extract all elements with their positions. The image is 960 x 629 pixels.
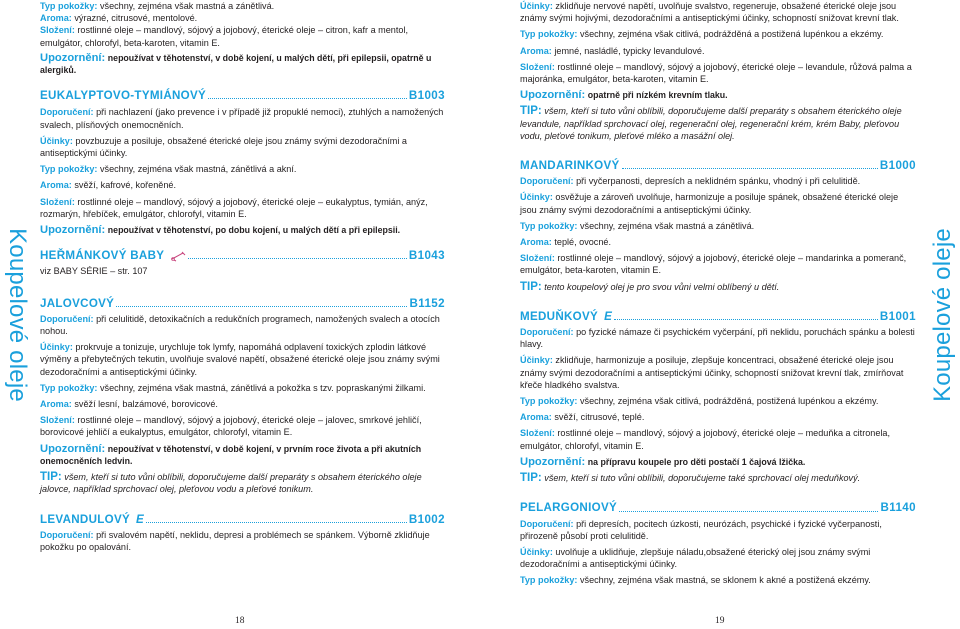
product-heading[interactable] bbox=[520, 311, 916, 323]
product-levandulovy: LEVANDULOVÝ E B1002 Doporučení: při svalovém napětí, neklidu, depresi a problémech se spánkem. Výborně zklidňuje pokožku po opalování. bbox=[40, 512, 445, 552]
product-code: B1152 bbox=[409, 296, 445, 310]
section-citrus-top: Typ pokožky: všechny, zejména však mastná a zánětlivá. Aroma: výrazné, citrusové, mentolové. Složení: rostlinné oleje – mandlový, sójový a jojobový, éterické oleje – citron, kafr a mentol, emulgátor, chlorofyl, beta-karoten, vitamin E. Upozornění: nepoužívat v těhotenství, v době kojení, u malých dětí, při epilepsii, opatrně u alergiků. bbox=[40, 1, 432, 76]
side-title-right bbox=[928, 0, 958, 629]
product-name: MANDARINKOVÝ bbox=[520, 159, 620, 173]
upozorneni-text: nepoužívat v těhotenství, v době kojení, u malých dětí, při epilepsii, opatrně u alergiků. bbox=[40, 52, 432, 76]
product-name: HEŘMÁNKOVÝ BABY bbox=[40, 249, 165, 263]
product-name: PELARGONIOVÝ bbox=[520, 501, 618, 515]
product-heading[interactable] bbox=[520, 160, 916, 172]
product-heading[interactable] bbox=[40, 90, 445, 102]
product-eukalyptovo: EUKALYPTOVO-TYMIÁNOVÝ B1003 Doporučení: při nachlazení (jako prevence i v případě již propuklé nemoci), ztuhlých a namožených svalech, plísňových onemocněních. Účinky: povzbuzuje a posiluje, obsažené éterické oleje jsou známy svými dezodoračními a antiseptickými účinky. Typ pokožky: všechny, zejména však mastná, zánětlivá a akní. Aroma: svěží, kafrové, kořeněné. Složení: rostlinné oleje – mandlový, sójový a jojobový, éterické oleje – eukalyptus, tymián, anýz, rozmarýn, hřebíček, emulgátor, chlorofyl, vitamin E. Upozornění: nepoužívat v těhotenství, po dobu kojení, u malých dětí a při epilepsii. bbox=[40, 89, 445, 237]
product-name: EUKALYPTOVO-TYMIÁNOVÝ bbox=[40, 89, 207, 103]
left-column bbox=[40, 0, 445, 553]
product-code: B1043 bbox=[408, 249, 445, 263]
baby-series-note: viz BABY SÉRIE – str. 107 bbox=[40, 266, 148, 277]
product-code: B1001 bbox=[879, 309, 916, 323]
side-title-right-text: Koupelové oleje bbox=[929, 227, 956, 402]
page-number-left: 18 bbox=[235, 616, 245, 626]
product-medunkovy: MEDUŇKOVÝ E B1001 Doporučení: po fyzické námaze či psychickém vyčerpání, při neklidu, poruchách spánku a bolesti hlavy. Účinky: zklidňuje, harmonizuje a posiluje, zlepšuje koncentraci, obsažené éterické oleje jsou známy svými dezodoračními a antiseptickými účinky, schopností snižovat krevní tlak, zmírňovat křeče hladkého svalstva. Typ pokožky: všechny, zejména však citlivá, podrážděná, postižená lupénkou a ekzémy. Aroma: svěží, citrusové, teplé. Složení: rostlinné oleje – mandlový, sójový a jojobový, éterické oleje – meduňka a citronela, emulgátor, chlorofyl, vitamin E. Upozornění: na přípravu koupele pro děti postačí 1 čajová lžička. TIP: všem, kteří si tuto vůni oblíbili, doporučujeme také sprchovací olej meduňkový. bbox=[520, 309, 916, 485]
aroma-text: výrazné, citrusové, mentolové. bbox=[74, 13, 198, 24]
product-name: LEVANDULOVÝ bbox=[40, 512, 131, 526]
product-heading[interactable] bbox=[40, 250, 445, 262]
right-column bbox=[520, 0, 916, 587]
product-name: MEDUŇKOVÝ bbox=[520, 309, 599, 323]
product-heading[interactable] bbox=[40, 514, 445, 526]
product-heading[interactable] bbox=[520, 502, 916, 514]
product-name: JALOVCOVÝ bbox=[40, 296, 115, 310]
typ-text: všechny, zejména však mastná a zánětlivá. bbox=[99, 1, 275, 11]
product-code: B1002 bbox=[408, 512, 445, 526]
product-code: B1140 bbox=[880, 501, 916, 515]
page-number-right: 19 bbox=[715, 616, 725, 626]
product-jalovcovy: JALOVCOVÝ B1152 Doporučení: při celulitidě, detoxikačních a redukčních programech, namožených svalech a otocích nohou. Účinky: prokrvuje a tonizuje, urychluje tok lymfy, napomáhá odplavení toxických zplodin látkové výměny a přebytečných tekutin, uvolňuje svalové napětí, obsažené éterické oleje jsou známy svými dezodoračními a antiseptickými účinky. Typ pokožky: všechny, zejména však mastná, zánětlivá a pokožka s tzv. popraskanými žilkami. Aroma: svěží lesní, balzámové, borovicové. Složení: rostlinné oleje – mandlový, sójový a jojobový, éterické oleje – jalovec, smrkové jehličí, borovicové jehličí a eukalyptus, emulgátor, chlorofyl, vitamin E. Upozornění: nepoužívat v těhotenství, v době kojení, v prvním roce života a při akutních onemocněních ledvin. TIP: všem, kteří si tuto vůni oblíbili, doporučujeme další preparáty s obsahem éterického oleje jalovce, například sprchovací olej, pleťovou vodu a pleťové tonikum. bbox=[40, 296, 445, 495]
e-mark: E bbox=[136, 512, 145, 526]
product-code: B1000 bbox=[879, 159, 916, 173]
slozeni-text: rostlinné oleje – mandlový, sójový a jojobový, éterické oleje – citron, kafr a mentol, emulgátor, chlorofyl, beta-karoten, vitamin E. bbox=[40, 25, 408, 48]
product-hermankovy bbox=[40, 250, 445, 277]
product-pelargoniovy: PELARGONIOVÝ B1140 Doporučení: při depresích, pocitech úzkosti, neurózách, psychické i fyzické vyčerpanosti, přirozeně působí proti celulitidě. Účinky: uvolňuje a uklidňuje, zlepšuje náladu,obsažené éterický olej jsou známy svými dezodoračními a antiseptickými účinky. Typ pokožky: všechny, zejména však mastná, se sklonem k akné a postižená ekzémy. bbox=[520, 501, 916, 586]
product-mandarinkovy: MANDARINKOVÝ B1000 Doporučení: při vyčerpanosti, depresích a neklidném spánku, vhodný i při celulitidě. Účinky: osvěžuje a zároveň uvolňuje, harmonizuje a posiluje spánek, obsažené éterické oleje jsou známy svými dezodoračními a antiseptickými účinky. Typ pokožky: všechny, zejména však mastná a zánětlivá. Aroma: teplé, ovocné. Složení: rostlinné oleje – mandlový, sójový a jojobový, éterické oleje – mandarinka a pomeranč, emulgátor, beta-karoten, vitamin E. TIP: tento koupelový olej je pro svou vůni velmi oblíbený u dětí. bbox=[520, 159, 916, 293]
product-heading[interactable] bbox=[40, 298, 445, 310]
side-title-left-text: Koupelové oleje bbox=[4, 227, 31, 402]
e-mark: E bbox=[604, 309, 613, 323]
product-code: B1003 bbox=[408, 89, 445, 103]
section-levandule-continued: Účinky: zklidňuje nervové napětí, uvolňuje svalstvo, regeneruje, obsažené éterické oleje jsou známy svými hojivými, dezodoračními a antiseptickými účinky, schopností snižovat krevní tlak. Typ pokožky: všechny, zejména však citlivá, podrážděná a postižená lupénkou a ekzémy. Aroma: jemné, nasládlé, typicky levandulové. Složení: rostlinné oleje – mandlový, sójový a jojobový, éterické oleje – levandule, růžová palma a majoránka, emulgátor, beta-karoten, vitamin E. Upozornění: opatrně při nízkém krevním tlaku. TIP: všem, kteří si tuto vůni oblíbili, doporučujeme další preparáty s obsahem éterického oleje levandule, například sprchovací olej, regenerační olej, regenerační krém, krém Baby, pleťovou vodu, pleťové tonikum, pleťové mléko a masážní olej. bbox=[520, 1, 912, 141]
side-title-left bbox=[2, 0, 32, 629]
baby-bottle-icon bbox=[170, 250, 186, 262]
